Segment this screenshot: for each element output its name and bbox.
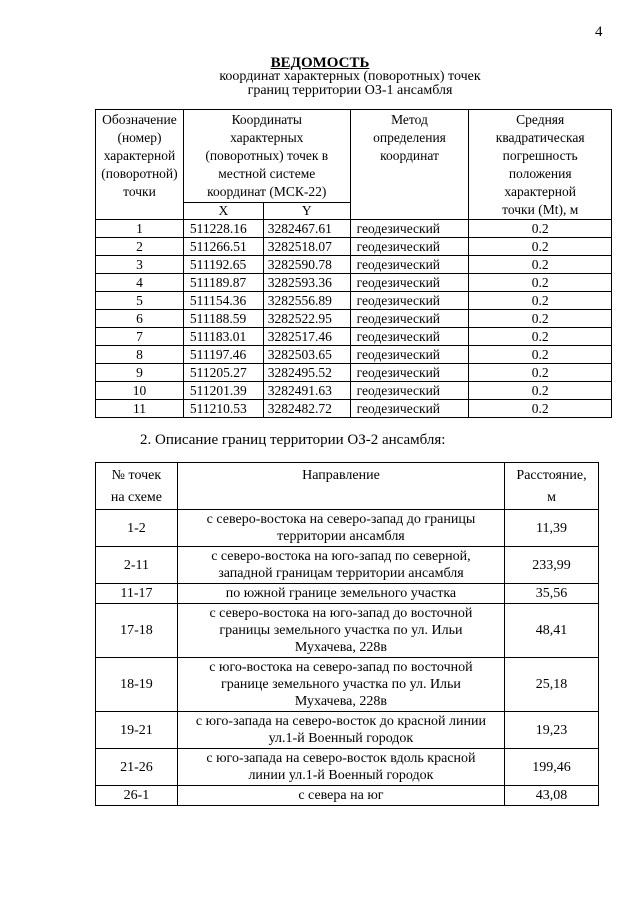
table-row [96, 749, 599, 786]
table-row [96, 604, 599, 658]
y-coordinate-cell: 3282495.52 [263, 364, 350, 382]
direction-line: территории ансамбля [277, 529, 405, 544]
header-text: координат [380, 148, 439, 163]
points-cell: 1-2 [96, 510, 178, 547]
table-row [96, 584, 599, 604]
table-row [96, 786, 599, 806]
header-text: положения [508, 166, 572, 181]
direction-line: линии ул.1-й Военный городок [248, 768, 434, 783]
header-text: координат (МСК-22) [207, 184, 327, 199]
error-cell: 0.2 [469, 346, 612, 364]
table-row [96, 364, 612, 382]
header-points [96, 463, 178, 510]
points-cell: 18-19 [96, 658, 178, 712]
points-cell: 19-21 [96, 712, 178, 749]
points-cell: 26-1 [96, 786, 178, 806]
x-coordinate-cell: 511266.51 [183, 238, 263, 256]
point-number-cell: 10 [96, 382, 184, 400]
point-number-cell: 8 [96, 346, 184, 364]
header-point-number [96, 110, 184, 220]
y-coordinate-cell: 3282467.61 [263, 220, 350, 238]
direction-cell [177, 658, 504, 712]
header-text: № точек [111, 468, 162, 483]
table-row [96, 658, 599, 712]
y-coordinate-cell: 3282522.95 [263, 310, 350, 328]
header-text: м [547, 490, 556, 505]
x-coordinate-cell: 511154.36 [183, 292, 263, 310]
header-text: характерной [103, 148, 176, 163]
x-coordinate-cell: 511210.53 [183, 400, 263, 418]
header-direction: Направление [177, 463, 504, 510]
point-number-cell: 3 [96, 256, 184, 274]
header-text: точки (Mt), м [502, 202, 579, 217]
direction-line: с северо-востока на юго-запад по северной, [211, 549, 471, 564]
method-cell: геодезический [350, 382, 469, 400]
direction-line: с юго-запада на северо-восток до красной линии [195, 714, 487, 729]
table-row [96, 346, 612, 364]
header-text: точки [123, 184, 156, 199]
direction-line: Мухачева, 228в [294, 694, 387, 709]
table-row [96, 400, 612, 418]
direction-line: Мухачева, 228в [294, 640, 387, 655]
direction-cell [177, 749, 504, 786]
header-text: определения [373, 130, 446, 145]
points-cell: 11-17 [96, 584, 178, 604]
points-cell: 17-18 [96, 604, 178, 658]
header-text: Обозначение [102, 112, 177, 127]
table-row [96, 292, 612, 310]
direction-line: с северо-востока на северо-запад до границы [206, 512, 476, 527]
coordinates-table-body [96, 220, 612, 418]
section-heading: 2. Описание границ территории ОЗ-2 ансамбля: [140, 432, 446, 448]
y-coordinate-cell: 3282556.89 [263, 292, 350, 310]
header-error [469, 110, 612, 220]
method-cell: геодезический [350, 310, 469, 328]
distance-cell: 19,23 [505, 712, 599, 749]
point-number-cell: 4 [96, 274, 184, 292]
header-y: Y [263, 202, 350, 219]
header-text: на схеме [110, 490, 163, 505]
header-x: X [183, 202, 263, 219]
x-coordinate-cell: 511228.16 [183, 220, 263, 238]
header-text: Средняя [516, 112, 565, 127]
y-coordinate-cell: 3282491.63 [263, 382, 350, 400]
coordinates-table [95, 109, 612, 418]
x-coordinate-cell: 511189.87 [183, 274, 263, 292]
borders-table-body [96, 510, 599, 806]
error-cell: 0.2 [469, 220, 612, 238]
table-row [96, 328, 612, 346]
header-method [350, 110, 469, 220]
error-cell: 0.2 [469, 382, 612, 400]
y-coordinate-cell: 3282517.46 [263, 328, 350, 346]
direction-line: ул.1-й Военный городок [268, 731, 414, 746]
point-number-cell: 2 [96, 238, 184, 256]
header-text: (номер) [117, 130, 162, 145]
error-cell: 0.2 [469, 292, 612, 310]
point-number-cell: 6 [96, 310, 184, 328]
x-coordinate-cell: 511183.01 [183, 328, 263, 346]
point-number-cell: 5 [96, 292, 184, 310]
direction-line: с северо-востока на юго-запад до восточной [209, 606, 473, 621]
error-cell: 0.2 [469, 274, 612, 292]
error-cell: 0.2 [469, 238, 612, 256]
direction-cell [177, 786, 504, 806]
header-distance [505, 463, 599, 510]
direction-line: по южной границе земельного участка [225, 586, 457, 601]
header-text: Метод [391, 112, 428, 127]
table-row [96, 712, 599, 749]
header-text: Расстояние, [516, 468, 587, 483]
title-line-1: координат характерных (поворотных) точек [219, 69, 481, 84]
header-text: погрешность [502, 148, 578, 163]
header-text: характерной [504, 184, 576, 199]
title-main: ВЕДОМОСТЬ [270, 55, 370, 71]
distance-cell: 25,18 [505, 658, 599, 712]
direction-line: с севера на юг [298, 788, 384, 803]
borders-table [95, 462, 599, 806]
table-row [96, 274, 612, 292]
method-cell: геодезический [350, 292, 469, 310]
points-cell: 2-11 [96, 547, 178, 584]
error-cell: 0.2 [469, 256, 612, 274]
method-cell: геодезический [350, 220, 469, 238]
method-cell: геодезический [350, 364, 469, 382]
method-cell: геодезический [350, 274, 469, 292]
point-number-cell: 11 [96, 400, 184, 418]
header-text: Координаты [231, 112, 302, 127]
direction-line: с юго-запада на северо-восток вдоль красной [206, 751, 476, 766]
y-coordinate-cell: 3282590.78 [263, 256, 350, 274]
direction-cell [177, 712, 504, 749]
error-cell: 0.2 [469, 400, 612, 418]
y-coordinate-cell: 3282503.65 [263, 346, 350, 364]
method-cell: геодезический [350, 400, 469, 418]
x-coordinate-cell: 511192.65 [183, 256, 263, 274]
header-coordinates [183, 110, 350, 203]
header-text: местной системе [218, 166, 316, 181]
method-cell: геодезический [350, 238, 469, 256]
points-cell: 21-26 [96, 749, 178, 786]
table-row [96, 547, 599, 584]
header-text: квадратическая [495, 130, 585, 145]
point-number-cell: 1 [96, 220, 184, 238]
distance-cell: 48,41 [505, 604, 599, 658]
x-coordinate-cell: 511197.46 [183, 346, 263, 364]
header-text: характерных [230, 130, 304, 145]
direction-line: границы земельного участка по ул. Ильи [219, 623, 463, 638]
x-coordinate-cell: 511188.59 [183, 310, 263, 328]
distance-cell: 35,56 [505, 584, 599, 604]
table-row [96, 238, 612, 256]
distance-cell: 233,99 [505, 547, 599, 584]
table-row [96, 310, 612, 328]
direction-cell [177, 584, 504, 604]
x-coordinate-cell: 511205.27 [183, 364, 263, 382]
error-cell: 0.2 [469, 364, 612, 382]
direction-cell [177, 547, 504, 584]
page-number: 4 [595, 24, 603, 40]
direction-line: западной границам территории ансамбля [218, 566, 464, 581]
distance-cell: 199,46 [505, 749, 599, 786]
table-row [96, 256, 612, 274]
title-line-2: границ территории ОЗ-1 ансамбля [247, 83, 453, 98]
direction-cell [177, 604, 504, 658]
header-text: (поворотной) [101, 166, 178, 181]
table-row [96, 510, 599, 547]
point-number-cell: 9 [96, 364, 184, 382]
error-cell: 0.2 [469, 328, 612, 346]
direction-cell [177, 510, 504, 547]
method-cell: геодезический [350, 256, 469, 274]
point-number-cell: 7 [96, 328, 184, 346]
distance-cell: 11,39 [505, 510, 599, 547]
method-cell: геодезический [350, 346, 469, 364]
distance-cell: 43,08 [505, 786, 599, 806]
x-coordinate-cell: 511201.39 [183, 382, 263, 400]
error-cell: 0.2 [469, 310, 612, 328]
header-text: (поворотных) точек в [205, 148, 329, 163]
table-row [96, 382, 612, 400]
document-title [0, 56, 640, 98]
y-coordinate-cell: 3282518.07 [263, 238, 350, 256]
method-cell: геодезический [350, 328, 469, 346]
y-coordinate-cell: 3282482.72 [263, 400, 350, 418]
direction-line: границе земельного участка по ул. Ильи [220, 677, 461, 692]
y-coordinate-cell: 3282593.36 [263, 274, 350, 292]
direction-line: с юго-востока на северо-запад по восточной [209, 660, 473, 675]
table-row [96, 220, 612, 238]
